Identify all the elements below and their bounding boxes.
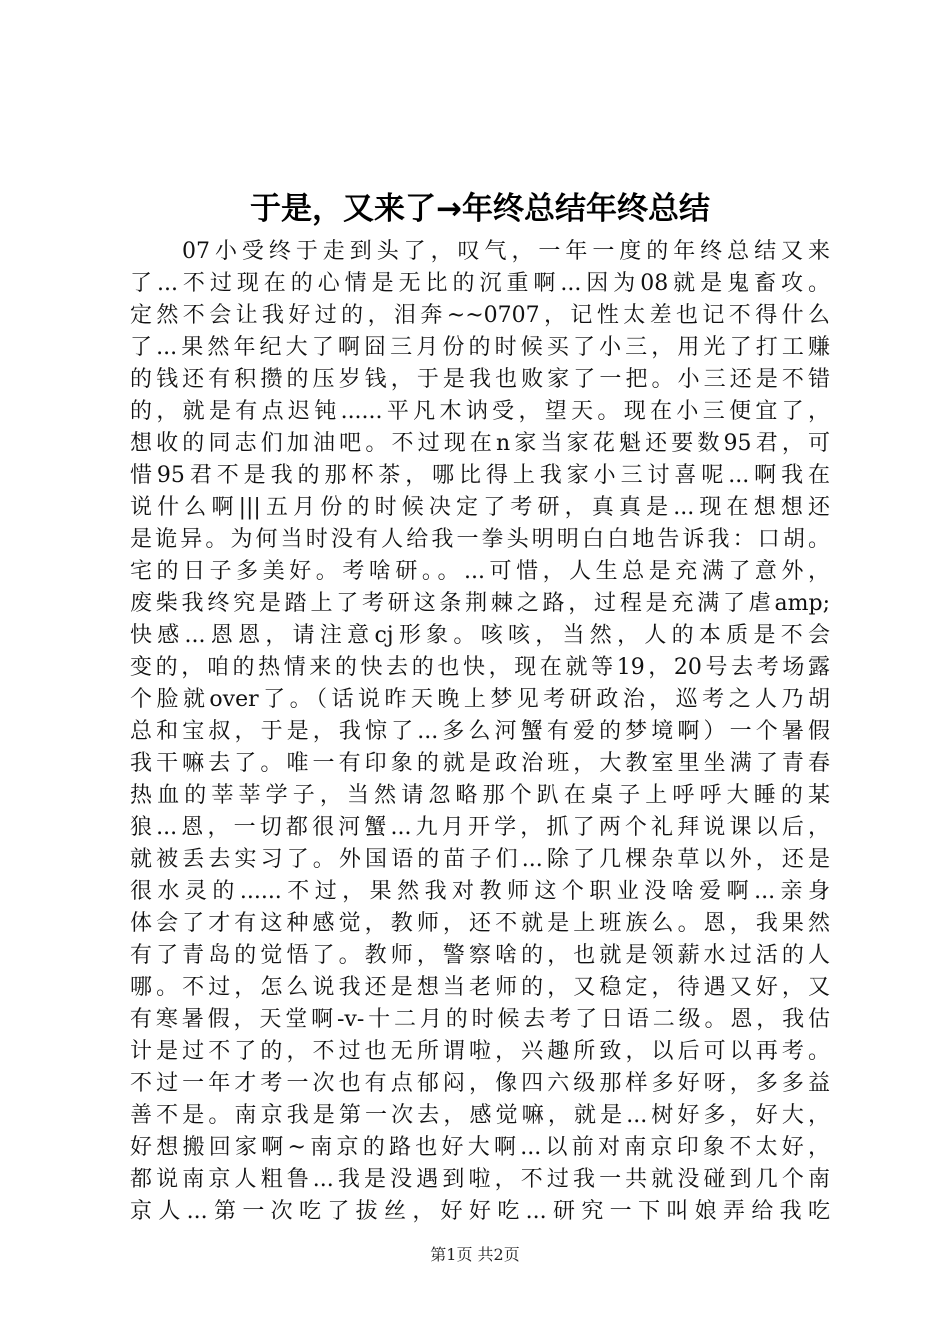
body-line: 体会了才有这种感觉，教师，还不就是上班族么。恩，我果然	[130, 911, 830, 936]
body-line: 有寒暑假，天堂啊-v-十二月的时候去考了日语二级。恩，我估	[130, 1007, 830, 1032]
body-line: 了...果然年纪大了啊囧三月份的时候买了小三，用光了打工赚	[130, 335, 830, 360]
document-title: 于是，又来了→年终总结年终总结	[250, 191, 710, 227]
page-footer: 第1页 共2页	[430, 1245, 520, 1264]
body-line: 狼...恩，一切都很河蟹...九月开学，抓了两个礼拜说课以后，	[130, 815, 830, 840]
body-line: 都说南京人粗鲁...我是没遇到啦，不过我一共就没碰到几个南	[130, 1167, 830, 1192]
body-line: 就被丢去实习了。外国语的苗子们...除了几棵杂草以外，还是	[130, 847, 830, 872]
body-line: 了...不过现在的心情是无比的沉重啊...因为08就是鬼畜攻。	[130, 271, 830, 296]
body-line: 好想搬回家啊~南京的路也好大啊...以前对南京印象不太好，	[130, 1135, 830, 1160]
body-line: 京人...第一次吃了拔丝，好好吃...研究一下叫娘弄给我吃	[130, 1199, 830, 1224]
body-line: 的，就是有点迟钝......平凡木讷受，望天。现在小三便宜了，	[130, 399, 830, 424]
body-line: 有了青岛的觉悟了。教师，警察啥的，也就是领薪水过活的人	[130, 943, 830, 968]
body-line: 很水灵的......不过，果然我对教师这个职业没啥爱啊...亲身	[130, 879, 830, 904]
body-line: 哪。不过，怎么说我还是想当老师的，又稳定，待遇又好，又	[130, 975, 830, 1000]
body-line: 定然不会让我好过的，泪奔~~0707，记性太差也记不得什么	[130, 303, 830, 328]
body-line: 的钱还有积攒的压岁钱，于是我也败家了一把。小三还是不错	[130, 367, 830, 392]
body-line: 宅的日子多美好。考啥研。。...可惜，人生总是充满了意外，	[130, 559, 830, 584]
body-line: 废柴我终究是踏上了考研这条荆棘之路，过程是充满了虐amp;	[130, 591, 830, 616]
body-line: 想收的同志们加油吧。不过现在n家当家花魁还要数95君，可	[130, 431, 830, 456]
body-line: 变的，咱的热情来的快去的也快，现在就等19，20号去考场露	[130, 655, 830, 680]
body-line: 热血的莘莘学子，当然请忽略那个趴在桌子上呼呼大睡的某	[130, 783, 830, 808]
body-line: 快感...恩恩，请注意cj形象。咳咳，当然，人的本质是不会	[130, 623, 830, 648]
body-line: 善不是。南京我是第一次去，感觉嘛，就是...树好多，好大，	[130, 1103, 830, 1128]
body-line: 07小受终于走到头了，叹气，一年一度的年终总结又来	[182, 239, 830, 264]
body-line: 个脸就over了。（话说昨天晚上梦见考研政治，巡考之人乃胡	[130, 687, 830, 712]
body-line: 说什么啊|||五月份的时候决定了考研，真真是...现在想想还	[130, 495, 830, 520]
body-line: 不过一年才考一次也有点郁闷，像四六级那样多好呀，多多益	[130, 1071, 830, 1096]
body-line: 计是过不了的，不过也无所谓啦，兴趣所致，以后可以再考。	[130, 1039, 830, 1064]
body-line: 我干嘛去了。唯一有印象的就是政治班，大教室里坐满了青春	[130, 751, 830, 776]
document-body	[130, 236, 830, 1228]
body-line: 惜95君不是我的那杯茶，哪比得上我家小三讨喜呢...啊我在	[130, 463, 830, 488]
body-line: 是诡异。为何当时没有人给我一拳头明明白白地告诉我：口胡。	[130, 527, 830, 552]
body-line: 总和宝叔，于是，我惊了...多么河蟹有爱的梦境啊）一个暑假	[130, 719, 830, 744]
